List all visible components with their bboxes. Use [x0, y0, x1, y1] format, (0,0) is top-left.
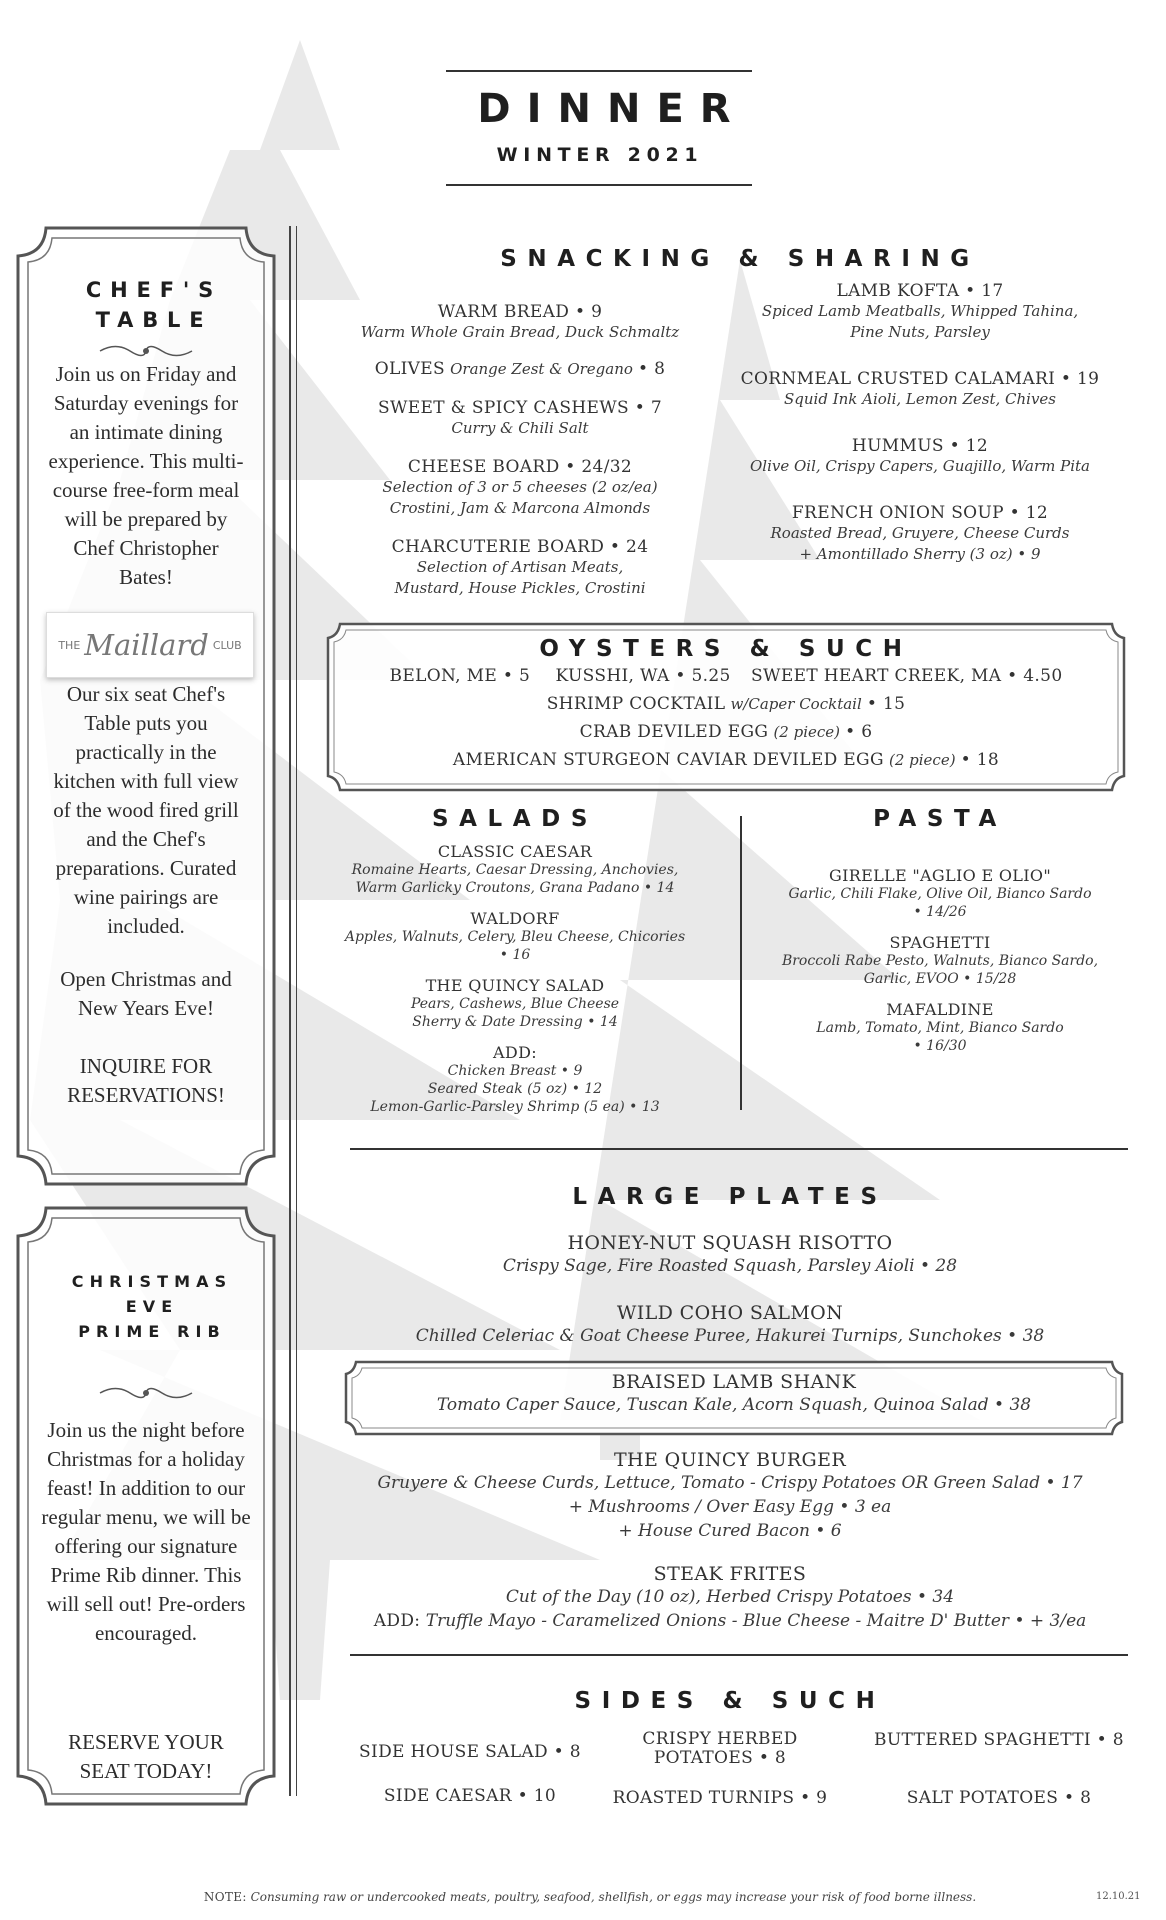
item-name: LAMB KOFTA • 17 [836, 281, 1004, 301]
shrimp-cocktail [326, 694, 1126, 715]
item-price: • 15 [866, 694, 906, 714]
footer-date: 12.10.21 [1096, 1891, 1141, 1902]
logo-club: CLUB [212, 638, 242, 652]
item-price: • 18 [960, 750, 1000, 770]
prime-rib-body: Join us the night before Christmas for a holiday feast! In addition to our regular menu, we will be offering our signature Prime Rib dinner. This will sell out! Pre-orders encouraged. [41, 1418, 251, 1645]
item-desc: Crostini, Jam & Marcona Almonds [389, 499, 651, 517]
item-name: SPAGHETTI [889, 933, 991, 952]
prime-rib-cta: RESERVE YOUR SEAT TODAY! [68, 1730, 224, 1783]
item-name: GIRELLE "AGLIO E OLIO" [828, 866, 1052, 885]
item-name: CHARCUTERIE BOARD • 24 [391, 537, 649, 557]
menu-item [720, 281, 1120, 343]
item-desc: Sherry & Date Dressing • 14 [412, 1014, 618, 1030]
menu-item [340, 302, 700, 343]
item-inline-desc: (2 piece) [888, 751, 956, 769]
item-desc: Pears, Cashews, Blue Cheese [410, 996, 620, 1012]
snacking-left-column [340, 302, 700, 613]
section-rule-large-plates-top [350, 1148, 1128, 1150]
item-name: HONEY-NUT SQUASH RISOTTO [567, 1232, 893, 1254]
pasta-column [760, 866, 1120, 1069]
chefs-table-details: Our six seat Chef's Table puts you practically in the kitchen with full view of the wood fired grill and the Chef's preparations. Curated wine pairings are included. [53, 682, 239, 938]
menu-item [720, 503, 1120, 565]
item-name: SWEET & SPICY CASHEWS • 7 [377, 398, 663, 418]
item-desc: Spiced Lamb Meatballs, Whipped Tahina, [761, 302, 1079, 320]
chefs-table-title-line1: CHEF'S [85, 278, 223, 302]
item-desc: Truffle Mayo - Caramelized Onions - Blue Cheese - Maitre D' Butter • + 3/ea [425, 1611, 1087, 1631]
menu-item [320, 1043, 710, 1116]
side-crispy-potatoes-line2: POTATOES • 8 [653, 1748, 787, 1768]
chefs-table-intro: Join us on Friday and Saturday evenings for an intimate dining experience. This multi-course free-form meal will be prepared by Chef Christopher Bates! [48, 362, 244, 589]
item-desc: + Amontillado Sherry (3 oz) • 9 [799, 545, 1041, 563]
prime-rib-title-line1: CHRISTMAS [71, 1272, 233, 1291]
side-salt-potatoes: SALT POTATOES • 8 [906, 1788, 1092, 1808]
oysters-row [326, 666, 1126, 686]
item-name: OLIVES [374, 359, 446, 379]
item-price: • 8 [638, 359, 666, 379]
caviar-deviled-egg [326, 750, 1126, 771]
steak-frites-item [330, 1563, 1130, 1633]
item-desc: • 14/26 [913, 904, 967, 920]
section-rule-sides-top [350, 1654, 1128, 1656]
menu-item [720, 369, 1120, 410]
item-name: SHRIMP COCKTAIL [546, 694, 726, 714]
snacking-right-column [720, 281, 1120, 579]
menu-item [760, 866, 1120, 921]
item-name: ADD: [493, 1043, 537, 1062]
page-subtitle: WINTER 2021 [496, 144, 704, 166]
menu-item [340, 537, 700, 599]
chefs-table-cta: INQUIRE FOR RESERVATIONS! [67, 1054, 225, 1107]
add-label: ADD: [373, 1611, 421, 1631]
item-desc: Olive Oil, Crispy Capers, Guajillo, Warm Pita [749, 457, 1090, 475]
item-name: CORNMEAL CRUSTED CALAMARI • 19 [740, 369, 1100, 389]
menu-item [760, 1000, 1120, 1055]
item-price: • 6 [845, 722, 873, 742]
menu-item [340, 457, 700, 519]
vertical-divider-left [289, 226, 291, 1796]
flourish-ornament-icon [96, 340, 196, 362]
item-name: BRAISED LAMB SHANK [611, 1371, 857, 1393]
risotto-item [330, 1232, 1130, 1278]
item-name: WALDORF [470, 909, 560, 928]
salads-heading: SALADS [432, 806, 598, 832]
item-desc: + Mushrooms / Over Easy Egg • 3 ea [568, 1497, 892, 1517]
oyster-sweet-heart-creek: SWEET HEART CREEK, MA • 4.50 [751, 666, 1063, 686]
item-desc: Garlic, Chili Flake, Olive Oil, Bianco Sardo [788, 886, 1092, 902]
item-name: CLASSIC CAESAR [437, 842, 593, 861]
side-roasted-turnips: ROASTED TURNIPS • 9 [612, 1788, 828, 1808]
footer-note [160, 1890, 1020, 1904]
item-name: CHEESE BOARD • 24/32 [407, 457, 633, 477]
sides-heading: SIDES & SUCH [574, 1688, 886, 1714]
side-house-salad: SIDE HOUSE SALAD • 8 [359, 1742, 581, 1762]
oyster-kusshi: KUSSHI, WA • 5.25 [555, 666, 731, 686]
item-name: AMERICAN STURGEON CAVIAR DEVILED EGG [452, 750, 884, 770]
item-desc: • 16 [499, 947, 531, 963]
side-crispy-potatoes-line1: CRISPY HERBED [642, 1729, 798, 1749]
item-desc: Crispy Sage, Fire Roasted Squash, Parsley Aioli • 28 [502, 1256, 958, 1276]
oysters-heading: OYSTERS & SUCH [539, 636, 913, 662]
item-desc: Roasted Bread, Gruyere, Cheese Curds [770, 524, 1070, 542]
item-desc: Tomato Caper Sauce, Tuscan Kale, Acorn Squash, Quinoa Salad • 38 [436, 1395, 1032, 1415]
flourish-ornament-icon [96, 1382, 196, 1404]
item-desc: Selection of Artisan Meats, [416, 558, 624, 576]
burger-item [330, 1449, 1130, 1543]
item-name: STEAK FRITES [653, 1563, 807, 1585]
menu-item [760, 933, 1120, 988]
item-desc: • 16/30 [913, 1038, 967, 1054]
header-top-rule [446, 70, 752, 72]
vertical-divider-right [296, 226, 297, 1796]
item-inline-desc: Orange Zest & Oregano [450, 360, 633, 378]
pasta-heading: PASTA [873, 806, 1007, 832]
chefs-table-holiday-note: Open Christmas and New Years Eve! [60, 967, 232, 1020]
crab-deviled-egg [326, 722, 1126, 743]
item-name: MAFALDINE [886, 1000, 994, 1019]
menu-item [720, 436, 1120, 477]
item-desc: Gruyere & Cheese Curds, Lettuce, Tomato - Crispy Potatoes OR Green Salad • 17 [377, 1473, 1083, 1493]
item-name: THE QUINCY SALAD [425, 976, 605, 995]
item-desc: Curry & Chili Salt [451, 419, 589, 437]
item-name: THE QUINCY BURGER [613, 1449, 847, 1471]
item-desc: Lamb, Tomato, Mint, Bianco Sardo [816, 1020, 1064, 1036]
item-desc: Warm Garlicky Croutons, Grana Padano • 14 [355, 880, 675, 896]
item-desc: Squid Ink Aioli, Lemon Zest, Chives [783, 390, 1056, 408]
item-desc: Selection of 3 or 5 cheeses (2 oz/ea) [382, 478, 658, 496]
item-desc: Pine Nuts, Parsley [850, 323, 990, 341]
page-title: DINNER [477, 86, 747, 132]
item-inline-desc: w/Caper Cocktail [730, 695, 862, 713]
oyster-belon: BELON, ME • 5 [389, 666, 531, 686]
item-desc: Seared Steak (5 oz) • 12 [427, 1081, 603, 1097]
item-desc: Mustard, House Pickles, Crostini [394, 579, 646, 597]
footer-note-text: Consuming raw or undercooked meats, poultry, seafood, shellfish, or eggs may increase your risk of food borne illness. [250, 1890, 977, 1904]
item-desc: + House Cured Bacon • 6 [618, 1521, 842, 1541]
salmon-item [330, 1302, 1130, 1348]
logo-the: THE [58, 638, 81, 652]
item-desc: Cut of the Day (10 oz), Herbed Crispy Potatoes • 34 [505, 1587, 955, 1607]
item-desc: Warm Whole Grain Bread, Duck Schmaltz [360, 323, 680, 341]
side-buttered-spaghetti: BUTTERED SPAGHETTI • 8 [874, 1730, 1124, 1750]
item-desc: Romaine Hearts, Caesar Dressing, Anchovies, [351, 862, 679, 878]
prime-rib-title-line3: PRIME RIB [78, 1322, 226, 1341]
item-name: CRAB DEVILED EGG [579, 722, 769, 742]
salads-column [320, 842, 710, 1130]
menu-item [340, 359, 700, 380]
item-name: WILD COHO SALMON [616, 1302, 844, 1324]
menu-item [320, 842, 710, 897]
menu-item [340, 398, 700, 439]
footer-note-label: NOTE: [203, 1890, 247, 1904]
item-desc: Apples, Walnuts, Celery, Bleu Cheese, Chicories [344, 929, 686, 945]
salads-pasta-divider [740, 816, 742, 1110]
item-inline-desc: (2 piece) [773, 723, 841, 741]
header-bottom-rule [446, 184, 752, 186]
large-plates-heading: LARGE PLATES [572, 1184, 888, 1210]
item-desc: Chilled Celeriac & Goat Cheese Puree, Hakurei Turnips, Sunchokes • 38 [415, 1326, 1045, 1346]
item-desc: Chicken Breast • 9 [447, 1063, 583, 1079]
menu-item [320, 909, 710, 964]
item-desc: Garlic, EVOO • 15/28 [863, 971, 1017, 987]
snacking-heading: SNACKING & SHARING [500, 246, 980, 272]
chefs-table-title-line2: TABLE [95, 308, 213, 332]
item-name: WARM BREAD • 9 [437, 302, 603, 322]
item-desc: Lemon-Garlic-Parsley Shrimp (5 ea) • 13 [370, 1099, 660, 1115]
item-name: HUMMUS • 12 [851, 436, 989, 456]
menu-item [320, 976, 710, 1031]
lamb-shank-item [344, 1371, 1124, 1417]
item-desc: Broccoli Rabe Pesto, Walnuts, Bianco Sardo, [781, 953, 1099, 969]
side-caesar: SIDE CAESAR • 10 [383, 1786, 557, 1806]
item-name: FRENCH ONION SOUP • 12 [791, 503, 1049, 523]
prime-rib-title-line2: EVE [125, 1297, 179, 1316]
logo-maillard: Maillard [84, 628, 209, 662]
maillard-club-logo [46, 612, 254, 678]
